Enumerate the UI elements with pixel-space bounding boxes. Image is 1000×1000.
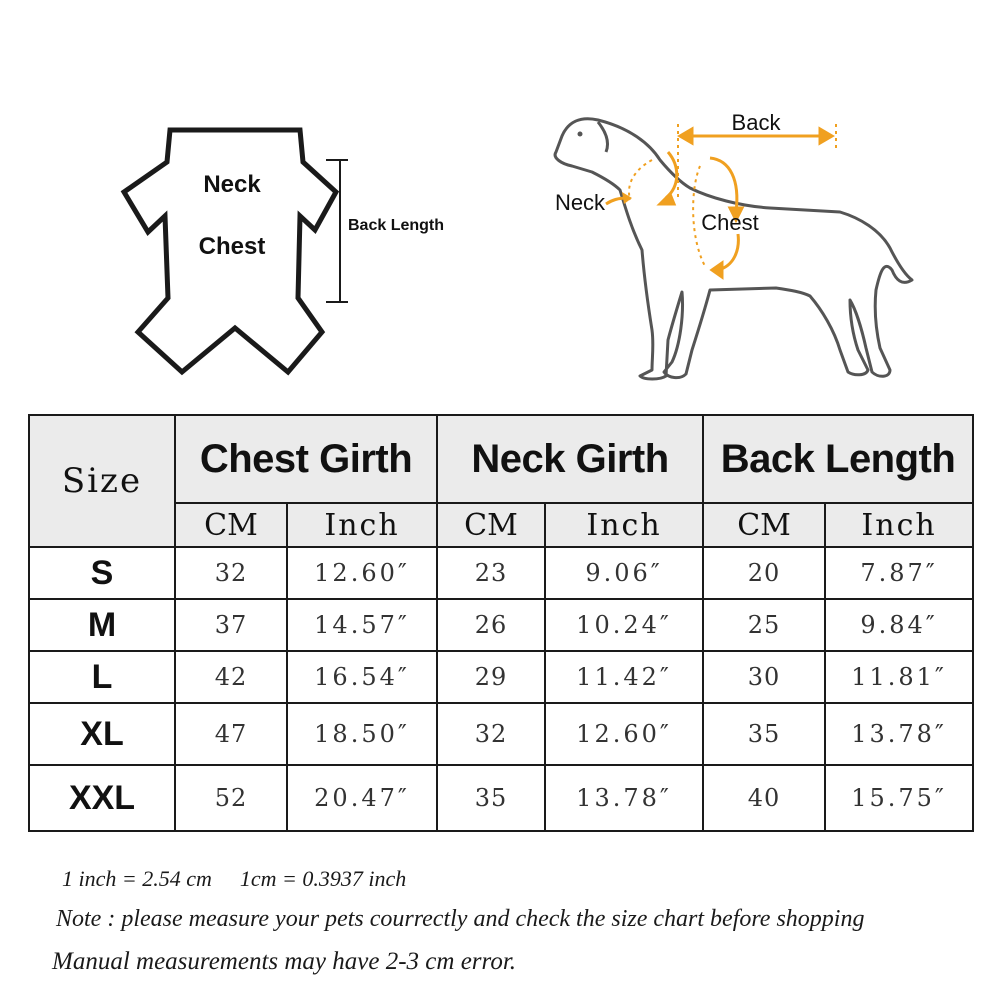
size-column-header: Size: [29, 415, 175, 547]
neck-cm-cell: 35: [437, 765, 545, 831]
table-row: [29, 765, 973, 831]
chest-cm-cell: 52: [175, 765, 287, 831]
size-cell: L: [29, 651, 175, 703]
neck-cm-cell: 29: [437, 651, 545, 703]
back-inch-cell: 13.78″: [825, 703, 973, 765]
chest-cm-cell: 32: [175, 547, 287, 599]
dog-eye: [578, 132, 583, 137]
chest-cm-cell: 47: [175, 703, 287, 765]
unit-header-inch: Inch: [545, 503, 703, 547]
neck-cm-cell: 23: [437, 547, 545, 599]
neck-inch-cell: 10.24″: [545, 599, 703, 651]
back-inch-cell: 9.84″: [825, 599, 973, 651]
size-cell: XL: [29, 703, 175, 765]
table-row: [29, 547, 973, 599]
chest-girth-header: Chest Girth: [175, 415, 437, 503]
neck-inch-cell: 9.06″: [545, 547, 703, 599]
size-chart-table: [28, 414, 974, 832]
garment-neck-label: Neck: [203, 171, 261, 198]
back-cm-cell: 30: [703, 651, 825, 703]
unit-header-cm: CM: [703, 503, 825, 547]
unit-header-inch: Inch: [287, 503, 437, 547]
dog-chest-label: Chest: [701, 210, 759, 235]
chest-cm-cell: 37: [175, 599, 287, 651]
chest-inch-cell: 18.50″: [287, 703, 437, 765]
unit-header-inch: Inch: [825, 503, 973, 547]
size-cell: M: [29, 599, 175, 651]
back-measure-arrow: [678, 124, 836, 198]
chest-inch-cell: 16.54″: [287, 651, 437, 703]
size-cell: XXL: [29, 765, 175, 831]
chest-cm-cell: 42: [175, 651, 287, 703]
garment-diagram: [110, 120, 480, 390]
dog-back-label: Back: [731, 110, 781, 135]
dog-neck-label: Neck: [554, 190, 606, 215]
back-cm-cell: 20: [703, 547, 825, 599]
error-note: Manual measurements may have 2-3 cm error.: [52, 948, 517, 975]
back-cm-cell: 25: [703, 599, 825, 651]
measure-note: Note : please measure your pets courrectly and check the size chart before shopping: [56, 906, 865, 932]
chest-inch-cell: 14.57″: [287, 599, 437, 651]
back-cm-cell: 35: [703, 703, 825, 765]
conversion-note: [62, 866, 406, 892]
unit-header-cm: CM: [175, 503, 287, 547]
neck-girth-header: Neck Girth: [437, 415, 703, 503]
unit-header-cm: CM: [437, 503, 545, 547]
chest-inch-cell: 12.60″: [287, 547, 437, 599]
neck-inch-cell: 11.42″: [545, 651, 703, 703]
back-length-bracket: [326, 160, 348, 302]
back-inch-cell: 11.81″: [825, 651, 973, 703]
cm-to-inch-text: 1cm = 0.3937 inch: [239, 866, 407, 891]
table-header-row: [29, 415, 973, 503]
size-cell: S: [29, 547, 175, 599]
back-cm-cell: 40: [703, 765, 825, 831]
dog-silhouette: [555, 119, 912, 379]
table-row: [29, 599, 973, 651]
dog-diagram: [540, 100, 930, 400]
neck-inch-cell: 12.60″: [545, 703, 703, 765]
garment-back-length-label: Back Length: [348, 217, 445, 234]
back-inch-cell: 7.87″: [825, 547, 973, 599]
garment-chest-label: Chest: [198, 233, 266, 260]
back-inch-cell: 15.75″: [825, 765, 973, 831]
back-length-header: Back Length: [703, 415, 973, 503]
table-row: [29, 651, 973, 703]
chest-inch-cell: 20.47″: [287, 765, 437, 831]
inch-to-cm-text: 1 inch = 2.54 cm: [62, 866, 212, 891]
neck-cm-cell: 32: [437, 703, 545, 765]
neck-inch-cell: 13.78″: [545, 765, 703, 831]
table-row: [29, 703, 973, 765]
neck-cm-cell: 26: [437, 599, 545, 651]
